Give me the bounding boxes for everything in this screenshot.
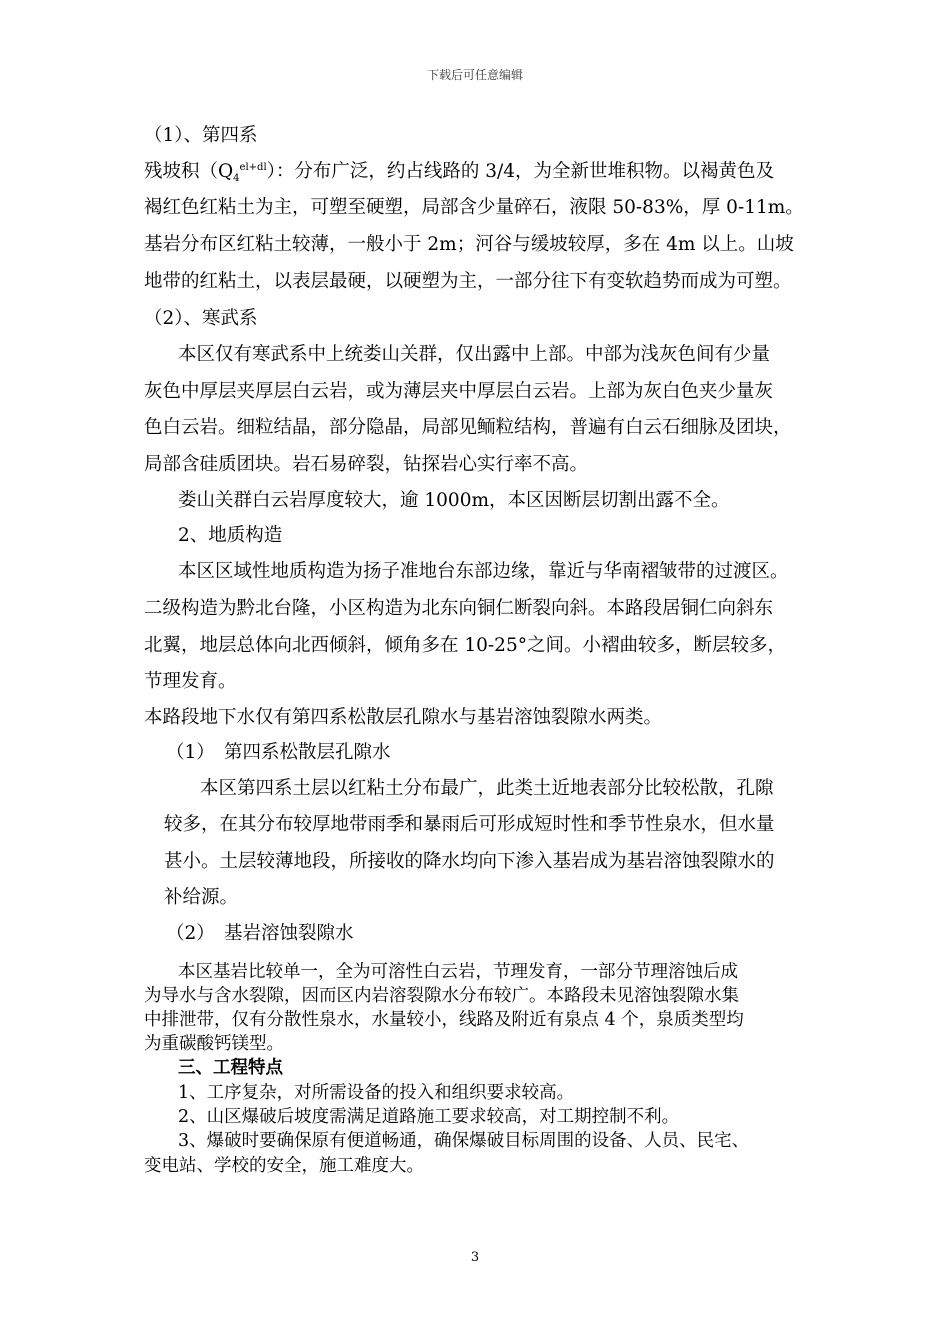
text-line: 残坡积$(Q_4^{el+dl})$：分布广泛，约占线路的 3/4，为全新世堆积物。以褐黄色及 — [144, 161, 775, 184]
list-item: 1、工序复杂，对所需设备的投入和组织要求较高。 — [178, 1083, 575, 1103]
text-line: 较多，在其分布较厚地带雨季和暴雨后可形成短时性和季节性泉水，但水量 — [164, 814, 775, 835]
text-line: 中排泄带，仅有分散性泉水，水量较小，线路及附近有泉点 4 个，泉质类型均 — [144, 1010, 744, 1030]
heading-engineering-features: 三、工程特点 — [178, 1058, 283, 1078]
heading-quaternary: （1）、第四系 — [144, 125, 258, 146]
text-line: 灰色中厚层夹厚层白云岩，或为薄层夹中厚层白云岩。上部为灰白色夹少量灰 — [144, 381, 774, 402]
text-line: 甚小。土层较薄地段，所接收的降水均向下渗入基岩成为基岩溶蚀裂隙水的 — [164, 851, 775, 872]
heading-fissure-water: （2） 基岩溶蚀裂隙水 — [166, 923, 354, 944]
text-line: 基岩分布区红粘土较薄，一般小于 2m；河谷与缓坡较厚，多在 4m 以上。山坡 — [144, 234, 794, 255]
text-line: 娄山关群白云岩厚度较大，逾 1000m，本区因断层切割出露不全。 — [178, 490, 730, 511]
page-header: 下载后可任意编辑 — [426, 68, 523, 82]
text-line: 变电站、学校的安全，施工难度大。 — [144, 1156, 424, 1176]
text-line: 本路段地下水仅有第四系松散层孔隙水与基岩溶蚀裂隙水两类。 — [144, 707, 663, 728]
text-line: 色白云岩。细粒结晶，部分隐晶，局部见鲕粒结构，普遍有白云石细脉及团块， — [144, 417, 792, 438]
page-number: 3 — [470, 1250, 480, 1265]
list-item: 3、爆破时要确保原有便道畅通，确保爆破目标周围的设备、人员、民宅、 — [178, 1131, 750, 1151]
text-line: 二级构造为黔北台隆，小区构造为北东向铜仁断裂向斜。本路段居铜仁向斜东 — [144, 598, 774, 619]
list-item: 2、山区爆破后坡度需满足道路施工要求较高，对工期控制不利。 — [178, 1107, 680, 1127]
text-line: 节理发育。 — [144, 671, 237, 692]
heading-cambrian: （2）、寒武系 — [144, 308, 258, 329]
text-line: 补给源。 — [164, 887, 239, 908]
text-line: 地带的红粘土，以表层最硬，以硬塑为主，一部分往下有变软趋势而成为可塑。 — [144, 271, 792, 292]
text-line: 本区第四系土层以红粘土分布最广，此类土近地表部分比较松散，孔隙 — [200, 778, 774, 799]
text-line: 为重碳酸钙镁型。 — [144, 1034, 284, 1054]
text-line: 为导水与含水裂隙，因而区内岩溶裂隙水分布较广。本路段未见溶蚀裂隙水集 — [144, 986, 739, 1006]
heading-pore-water: （1） 第四系松散层孔隙水 — [166, 742, 391, 763]
text-line: 局部含硅质团块。岩石易碎裂，钻探岩心实行率不高。 — [144, 454, 589, 475]
heading-geologic-structure: 2、地质构造 — [178, 525, 283, 546]
text-line: 本区仅有寒武系中上统娄山关群，仅出露中上部。中部为浅灰色间有少量 — [178, 344, 771, 365]
text-line: 北翼，地层总体向北西倾斜，倾角多在 10-25°之间。小褶曲较多，断层较多， — [144, 635, 786, 656]
text-line: 本区区域性地质构造为扬子准地台东部边缘，靠近与华南褶皱带的过渡区。 — [178, 561, 789, 582]
text-line: 褐红色红粘土为主，可塑至硬塑，局部含少量碎石，液限 50-83%，厚 0-11m。 — [144, 197, 804, 218]
text-line: 本区基岩比较单一，全为可溶性白云岩，节理发育，一部分节理溶蚀后成 — [178, 962, 738, 982]
